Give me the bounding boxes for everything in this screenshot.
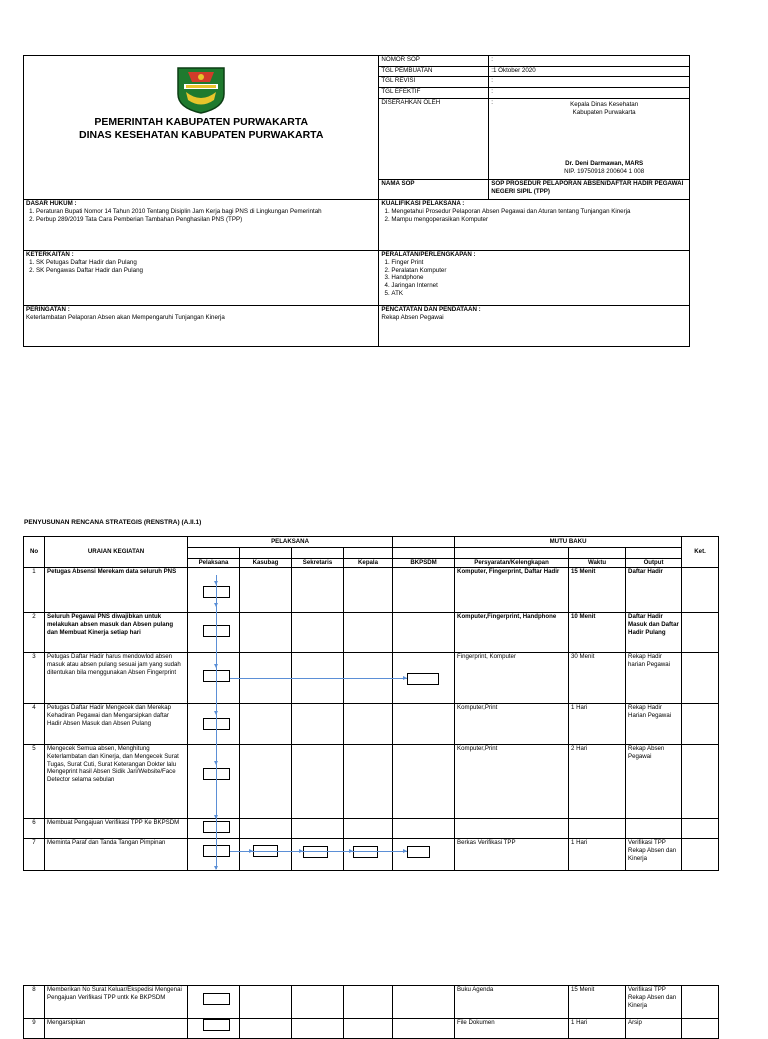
row-waktu: 1 Hari [569, 839, 626, 871]
connector-horizontal [230, 851, 407, 852]
flowchart-table-wrap [23, 536, 719, 871]
org-cell [24, 56, 379, 200]
list-item: 2. Mampu mengoperasikan Komputer [391, 216, 687, 224]
connector-horizontal [230, 678, 407, 679]
row-waktu: 15 Menit [569, 568, 626, 613]
arrow-right-icon [249, 849, 253, 853]
row-uraian: Mengarsipkan [45, 1019, 188, 1039]
sub-sekretaris: Sekretaris [292, 559, 344, 568]
row-waktu [569, 819, 626, 839]
row-syarat: Komputer,Print [455, 745, 569, 819]
row-waktu: 10 Menit [569, 613, 626, 653]
arrow-down-icon [214, 581, 218, 585]
row-no: 1 [24, 568, 45, 613]
arrow-right-icon [349, 849, 353, 853]
list-item: 1. Finger Print [391, 259, 687, 267]
row-syarat: Berkas Verifikasi TPP [455, 839, 569, 871]
sub-kasubag: Kasubag [240, 559, 292, 568]
kualifikasi-title: KUALIFIKASI PELAKSANA : [381, 200, 465, 207]
peralatan-title: PERALATAN/PERLENGKAPAN : [381, 251, 476, 258]
keterkaitan-title: KETERKAITAN : [26, 251, 74, 258]
arrow-down-icon [214, 866, 218, 870]
org-line2: DINAS KESEHATAN KABUPATEN PURWAKARTA [78, 129, 324, 141]
row-syarat: Komputer, Fingerprint, Daftar Hadir [455, 568, 569, 613]
row-syarat: Fingerprint, Komputer [455, 653, 569, 704]
flow-node-8 [203, 993, 230, 1005]
arrow-right-icon [299, 849, 303, 853]
approver-title1: Kepala Dinas Kesehatan [570, 100, 639, 108]
sub-pelaksana: Pelaksana [188, 559, 240, 568]
dasar-hukum-cell [24, 200, 379, 251]
sub-kepala: Kepala [344, 559, 393, 568]
flow-node-7e [407, 846, 430, 858]
field-label: NOMOR SOP [379, 56, 489, 67]
pencatatan-text: Rekap Absen Pegawai [381, 313, 444, 321]
col-pelaksana: PELAKSANA [188, 537, 393, 548]
approver-title2: Kabupaten Purwakarta [572, 108, 636, 116]
arrow-down-icon [214, 711, 218, 715]
arrow-down-icon [214, 815, 218, 819]
peringatan-text: Keterlambatan Pelaporan Absen akan Mempengaruhi Tunjangan Kinerja [26, 313, 225, 321]
row-output: Rekap Absen Pegawai [626, 745, 682, 819]
col-no: No [24, 537, 45, 568]
peralatan-list [381, 259, 687, 298]
row-syarat: Buku Agenda [455, 986, 569, 1019]
row-output [626, 819, 682, 839]
nama-sop-label: NAMA SOP [379, 179, 489, 199]
row-output: Verifikasi TPP Rekap Absen dan Kinerja [626, 986, 682, 1019]
arrow-right-icon [403, 849, 407, 853]
row-uraian: Petugas Daftar Hadir harus mendowlod absen masuk atau absen pulang sesuai jam yang sudah ditentukan bila menggunakan Absen Fingerprint [45, 653, 188, 704]
purwakarta-emblem-icon [174, 64, 228, 114]
list-item: 1. SK Petugas Daftar Hadir dan Pulang [36, 259, 376, 267]
table-row [24, 986, 719, 1019]
flowchart-table-continued [23, 985, 719, 1039]
row-waktu: 30 Menit [569, 653, 626, 704]
pencatatan-title: PENCATATAN DAN PENDATAAN : [381, 306, 481, 313]
keterkaitan-list [26, 259, 376, 275]
row-output: Daftar Hadir Masuk dan Daftar Hadir Pulang [626, 613, 682, 653]
logo [174, 64, 228, 114]
row-output: Daftar Hadir [626, 568, 682, 613]
row-waktu: 1 Hari [569, 704, 626, 745]
kualifikasi-cell [379, 200, 690, 251]
field-value: :1 Oktober 2020 [489, 66, 690, 77]
row-uraian: Meminta Paraf dan Tanda Tangan Pimpinan [45, 839, 188, 871]
table-row [24, 704, 719, 745]
row-uraian: Seluruh Pegawai PNS diwajibkan untuk melakukan absen masuk dan Absen pulang dan Membuat Kinerja setiap hari [45, 613, 188, 653]
row-uraian: Memberikan No Surat Keluar/Ekspedisi Mengenai Pengajuan Verifikasi TPP untk Ke BKPSDM [45, 986, 188, 1019]
row-no: 3 [24, 653, 45, 704]
keterkaitan-cell [24, 251, 379, 306]
arrow-down-icon [214, 664, 218, 668]
row-waktu: 1 Hari [569, 1019, 626, 1039]
flowchart-table [23, 536, 719, 871]
row-output: Rekap Hadir harian Pegawai [626, 653, 682, 704]
flowchart-table2-wrap [23, 985, 719, 1039]
row-waktu: 15 Menit [569, 986, 626, 1019]
row-output: Rekap Hadir Harian Pegawai [626, 704, 682, 745]
field-value: : [489, 88, 690, 99]
flow-node-9 [203, 1019, 230, 1031]
peringatan-title: PERINGATAN : [26, 306, 70, 313]
peralatan-cell [379, 251, 690, 306]
nama-sop-value: SOP PROSEDUR PELAPORAN ABSEN/DAFTAR HADIR PEGAWAI NEGERI SIPIL (TPP) [489, 179, 690, 199]
row-no: 2 [24, 613, 45, 653]
row-uraian: Petugas Daftar Hadir Mengecek dan Merekap Kehadiran Pegawai dan Mengarsipkan daftar Hadir Absen Masuk dan Absen Pulang [45, 704, 188, 745]
table-row [24, 1019, 719, 1039]
col-blank [393, 537, 455, 548]
flowchart-title: PENYUSUNAN RENCANA STRATEGIS (RENSTRA) (A.II.1) [24, 519, 202, 526]
table-row [24, 613, 719, 653]
list-item: 1. Peraturan Bupati Nomor 14 Tahun 2010 Tentang Disiplin Jam Kerja bagi PNS di Lingkungan Pemerintah [36, 208, 376, 216]
row-syarat [455, 819, 569, 839]
row-uraian: Petugas Absensi Merekam data seluruh PNS [45, 568, 188, 613]
row-no: 8 [24, 986, 45, 1019]
peringatan-cell [24, 306, 379, 347]
flow-node-3-bkpsdm [407, 673, 439, 685]
row-uraian: Mengecek Semua absen, Menghitung Keterlambatan dan Kinerja, dan Mengecek Surat Tugas, Surat Cuti, Surat Keterangan Dokter lalu Mengeprint hasil Absen Sidik Jari/Website/Face Detector selama sebulan [45, 745, 188, 819]
col-mutu: MUTU BAKU [455, 537, 682, 548]
field-value: : [489, 56, 690, 67]
kualifikasi-list [381, 208, 687, 224]
sub-waktu: Waktu [569, 559, 626, 568]
list-item: 2. Perbup 289/2019 Tata Cara Pemberian Tambahan Penghasilan PNS (TPP) [36, 216, 376, 224]
list-item: 4. Jaringan Internet [391, 282, 687, 290]
dasar-hukum-title: DASAR HUKUM : [26, 200, 77, 207]
field-value: : [489, 77, 690, 88]
row-uraian: Membuat Pengajuan Verifikasi TPP Ke BKPSDM [45, 819, 188, 839]
approver-cell [489, 98, 690, 179]
arrow-right-icon [403, 676, 407, 680]
sub-syarat: Persyaratan/Kelengkapan [455, 559, 569, 568]
row-syarat: Komputer,Print [455, 704, 569, 745]
list-item: 2. SK Pengawas Daftar Hadir dan Pulang [36, 267, 376, 275]
list-item: 1. Mengetahui Prosedur Pelaporan Absen Pegawai dan Aturan tentang Tunjangan Kinerja [391, 208, 687, 216]
org-line1: PEMERINTAH KABUPATEN PURWAKARTA [94, 116, 309, 128]
row-output: Arsip [626, 1019, 682, 1039]
row-syarat: File Dokumen [455, 1019, 569, 1039]
flow-node-7d [353, 846, 378, 858]
field-label: TGL PEMBUATAN [379, 66, 489, 77]
sub-bkpsdm: BKPSDM [393, 559, 455, 568]
sub-output: Output [626, 559, 682, 568]
list-item: 3. Handphone [391, 274, 687, 282]
approver-name: Dr. Deni Darmawan, MARS [565, 159, 644, 167]
row-no: 5 [24, 745, 45, 819]
row-output: Verifikasi TPP Rekap Absen dan Kinerja [626, 839, 682, 871]
arrow-down-icon [214, 761, 218, 765]
table-row [24, 568, 719, 613]
table-row [24, 745, 719, 819]
row-no: 6 [24, 819, 45, 839]
connector-vertical [216, 575, 217, 869]
approver-colon: : [491, 98, 494, 106]
disahkan-label: DISERAHKAN OLEH [379, 98, 489, 179]
list-item: 2. Peralatan Komputer [391, 267, 687, 275]
row-no: 7 [24, 839, 45, 871]
approver-nip: NIP. 19750918 200604 1 008 [564, 167, 645, 175]
sop-header-table [23, 55, 690, 347]
dasar-hukum-list [26, 208, 376, 224]
row-syarat: Komputer,Fingerprint, Handphone [455, 613, 569, 653]
row-no: 4 [24, 704, 45, 745]
pencatatan-cell [379, 306, 690, 347]
col-ket: Ket. [682, 537, 719, 568]
row-waktu: 2 Hari [569, 745, 626, 819]
arrow-down-icon [214, 603, 218, 607]
flow-node-7c [303, 846, 328, 858]
col-uraian: URAIAN KEGIATAN [45, 537, 188, 568]
table-row [24, 819, 719, 839]
field-label: TGL EFEKTIF [379, 88, 489, 99]
field-label: TGL REVISI [379, 77, 489, 88]
row-no: 9 [24, 1019, 45, 1039]
list-item: 5. ATK [391, 290, 687, 298]
sop-header [23, 55, 690, 347]
